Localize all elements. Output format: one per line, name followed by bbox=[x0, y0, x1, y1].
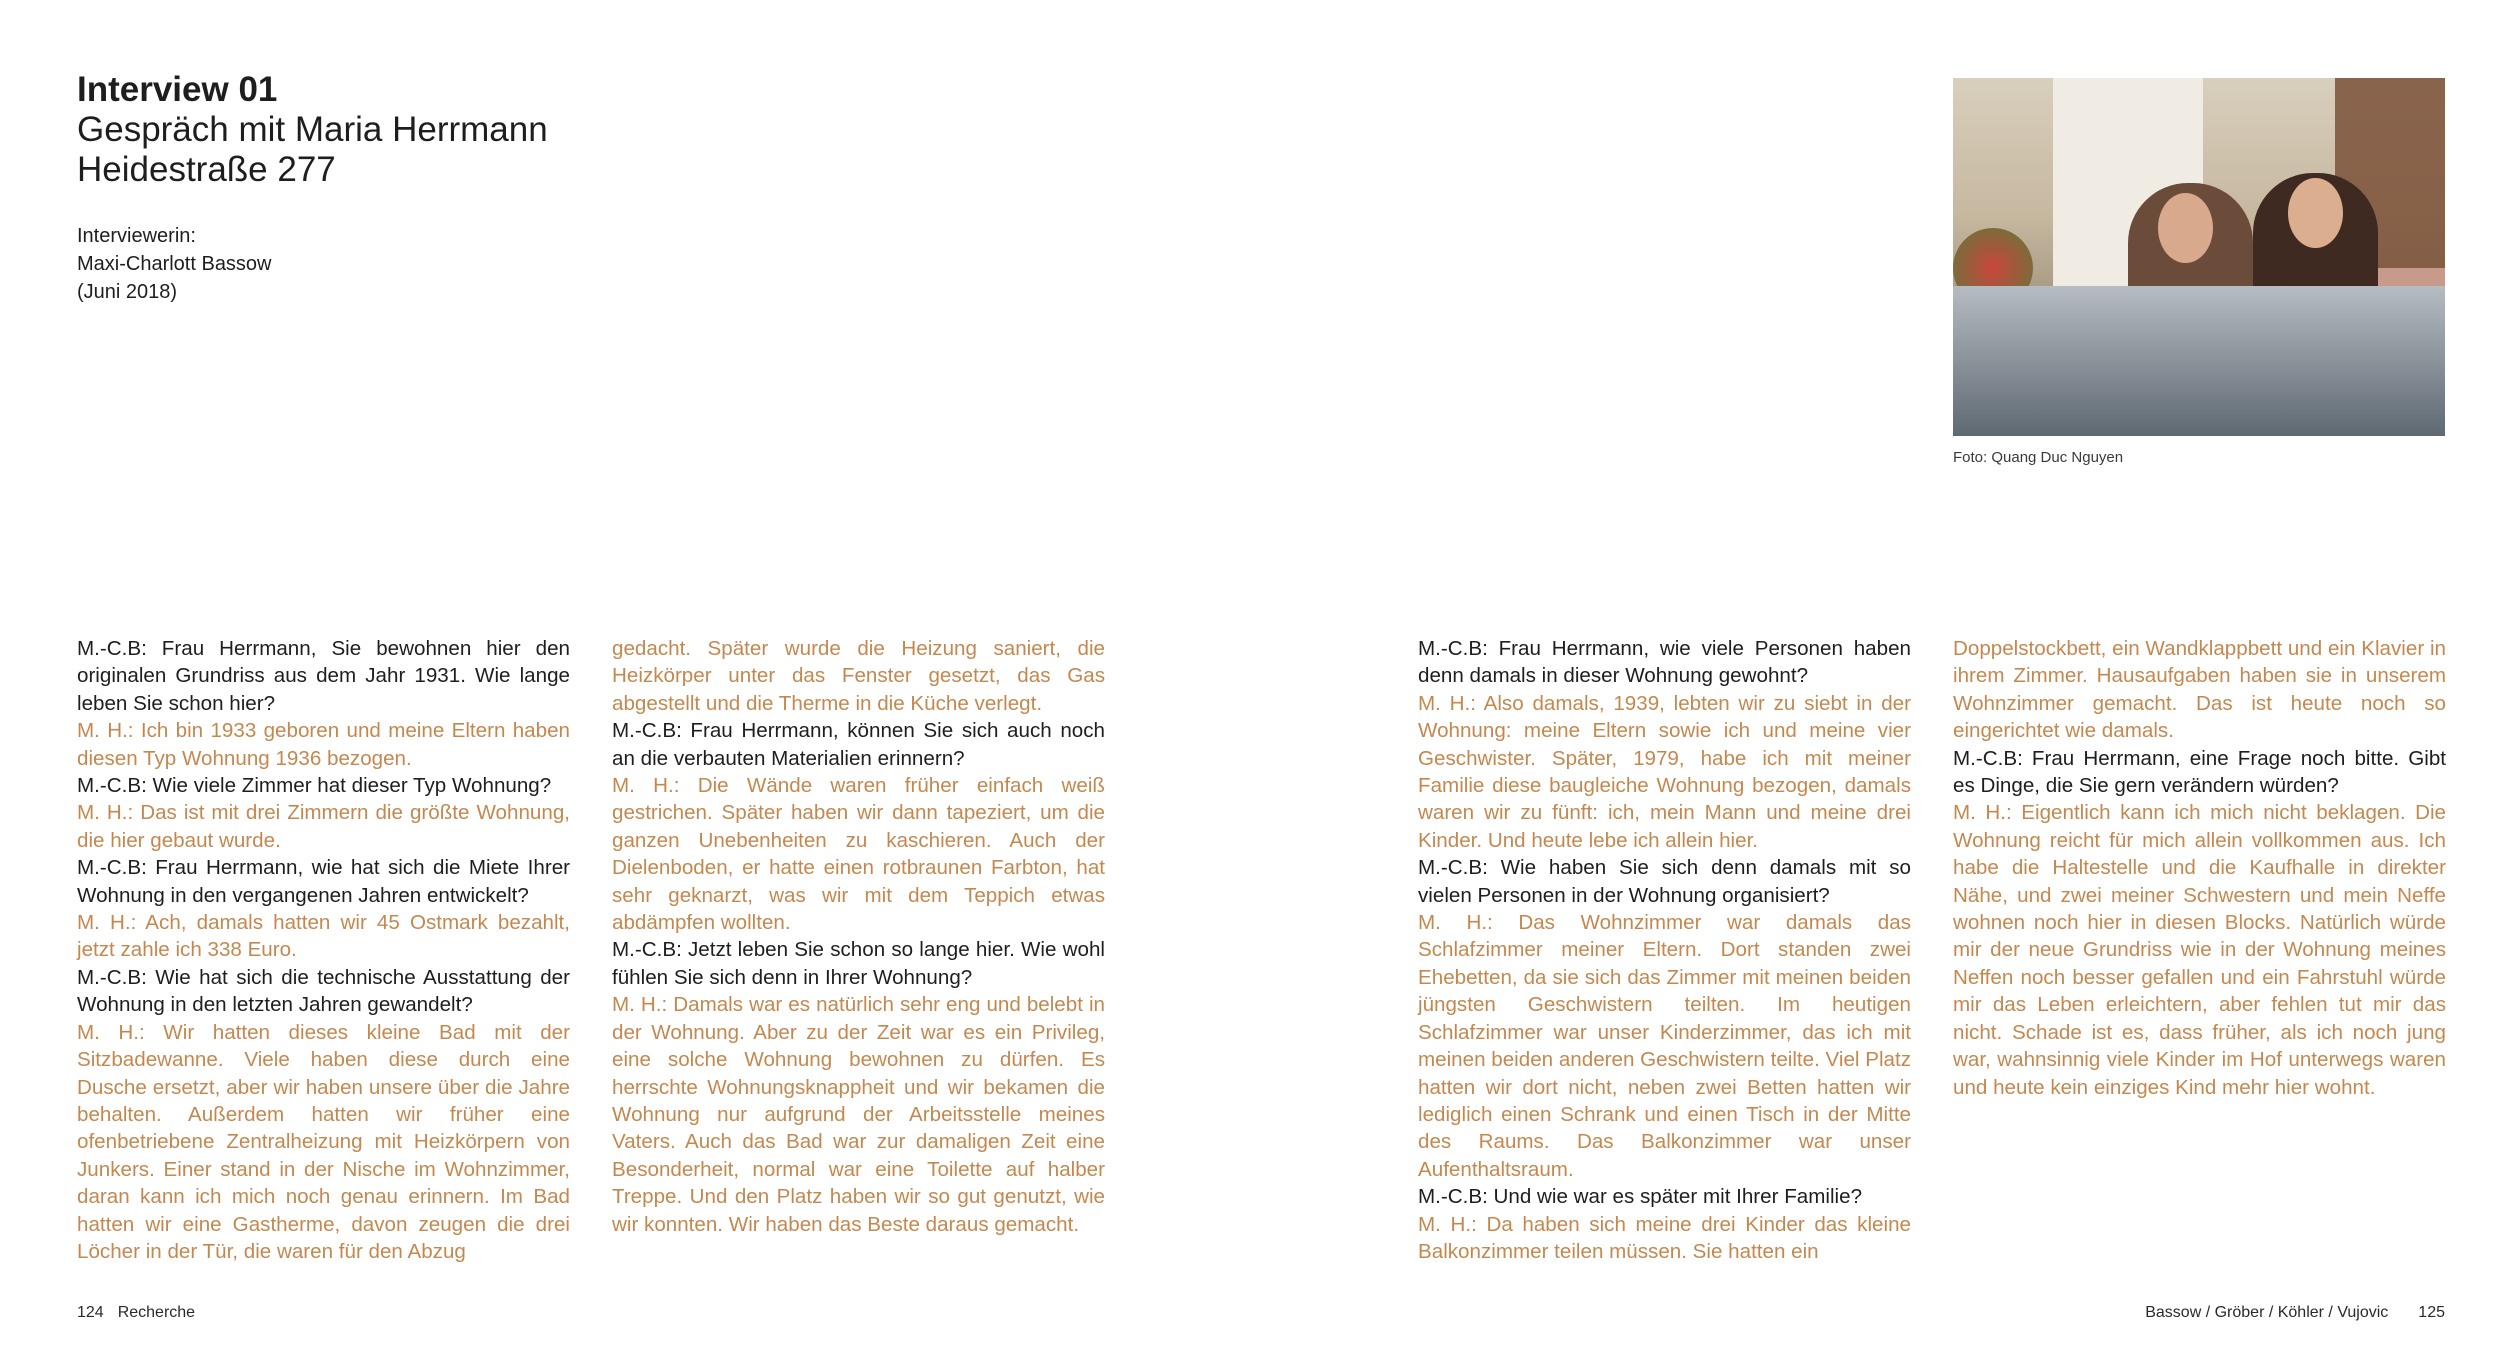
photo-face-right bbox=[2288, 178, 2343, 248]
interview-answer: M. H.: Eigentlich kann ich mich nicht beklagen. Die Wohnung reicht für mich allein vollkommen aus. Ich habe die Haltestelle und die Kaufhalle in direkter Nähe, und zwei meiner Schwestern und mein Neffe wohnen noch hier in diesen Blocks. Natürlich würde mir der neue Grundriss wie in der Wohnung meines Neffen noch besser gefallen und ein Fahrstuhl würde mir das Leben erleichtern, aber fehlen tut mir das nicht. Schade ist es, dass früher, als ich noch jung war, wahnsinnig viele Kinder im Hof unterwegs waren und heute kein einziges Kind mehr hier wohnt. bbox=[1953, 801, 2446, 1099]
interview-answer: M. H.: Also damals, 1939, lebten wir zu siebt in der Wohnung: meine Eltern sowie ich und meine vier Geschwister. Später, 1979, habe ich mit meiner Familie diese baugleiche Wohnung bezogen, damals waren wir zu fünft: ich, mein Mann und meine drei Kinder. Und heute lebe ich allein hier. bbox=[1418, 691, 1911, 852]
title-block bbox=[77, 70, 777, 190]
interview-question: M.-C.B: Wie hat sich die technische Ausstattung der Wohnung in den letzten Jahren gewandelt? bbox=[77, 965, 570, 1017]
interview-answer: M. H.: Wir hatten dieses kleine Bad mit der Sitzbadewanne. Viele haben diese durch eine Dusche ersetzt, aber wir haben unsere über die Jahre behalten. Außerdem hatten wir früher eine ofenbetriebene Zentralheizung mit Heizkörpern von Junkers. Einer stand in der Nische im Wohnzimmer, daran kann ich mich noch genau erinnern. Im Bad hatten wir eine Gastherme, davon zeugen die drei Löcher in der Tür, die waren für den Abzug bbox=[77, 1020, 570, 1263]
interview-question: M.-C.B: Frau Herrmann, Sie bewohnen hier den originalen Grundriss aus dem Jahr 1931. Wie lange leben Sie schon hier? bbox=[77, 637, 570, 715]
interview-answer: M. H.: Das Wohnzimmer war damals das Schlafzimmer meiner Eltern. Dort standen zwei Ehebetten, da sie sich das Zimmer mit meinen beiden jüngsten Geschwistern teilten. Im heutigen Schlafzimmer war unser Kinderzimmer, das ich mit meinen beiden anderen Geschwistern teilte. Viel Platz hatten wir dort nicht, neben zwei Betten hatten wir lediglich einen Schrank und einen Tisch in der Mitte des Raums. Das Balkonzimmer war unser Aufenthaltsraum. bbox=[1418, 911, 1912, 1181]
interview-question: M.-C.B: Frau Herrmann, eine Frage noch bitte. Gibt es Dinge, die Sie gern verändern würden? bbox=[1953, 746, 2446, 798]
interview-answer: gedacht. Später wurde die Heizung saniert, die Heizkörper unter das Fenster gesetzt, das Gas abgestellt und die Therme in die Küche verlegt. bbox=[612, 637, 1105, 715]
interview-subtitle-address: Heidestraße 277 bbox=[77, 150, 336, 189]
interview-question: M.-C.B: Frau Herrmann, können Sie sich auch noch an die verbauten Materialien erinnern? bbox=[612, 719, 1105, 770]
page-number-left: 124 bbox=[77, 1304, 104, 1321]
interview-question: M.-C.B: Wie viele Zimmer hat dieser Typ Wohnung? bbox=[77, 774, 552, 798]
interview-answer: M. H.: Ach, damals hatten wir 45 Ostmark bezahlt, jetzt zahle ich 338 Euro. bbox=[77, 911, 570, 962]
text-column-2 bbox=[612, 635, 1105, 1238]
page-number-right: 125 bbox=[2418, 1304, 2445, 1321]
meta-label: Interviewerin: bbox=[77, 225, 196, 247]
interview-heading: Interview 01 bbox=[77, 70, 278, 109]
photo-table bbox=[1953, 286, 2445, 436]
text-column-3 bbox=[1418, 635, 1911, 1265]
interview-subtitle-name: Gespräch mit Maria Herrmann bbox=[77, 110, 548, 149]
interview-answer: M. H.: Damals war es natürlich sehr eng und belebt in der Wohnung. Aber zu der Zeit war es ein Privileg, eine solche Wohnung bewohnen zu dürfen. Es herrschte Wohnungsknappheit und wir bekamen die Wohnung nur aufgrund der Arbeitsstelle meines Vaters. Auch das Bad war zur damaligen Zeit eine Besonderheit, normal war eine Toilette auf halber Treppe. Und den Platz haben wir so gut genutzt, wie wir konnten. Wir haben das Beste daraus gemacht. bbox=[612, 993, 1105, 1236]
photo-caption: Foto: Quang Duc Nguyen bbox=[1953, 449, 2124, 466]
interview-answer: M. H.: Das ist mit drei Zimmern die größte Wohnung, die hier gebaut wurde. bbox=[77, 801, 570, 852]
text-column-1 bbox=[77, 635, 570, 1265]
footer-right bbox=[2145, 1304, 2445, 1322]
interview-question: M.-C.B: Frau Herrmann, wie viele Personen haben denn damals in dieser Wohnung gewohnt? bbox=[1418, 637, 1911, 688]
section-label: Recherche bbox=[117, 1304, 196, 1321]
interview-meta bbox=[77, 222, 272, 306]
interview-question: M.-C.B: Und wie war es später mit Ihrer Familie? bbox=[1418, 1185, 1863, 1209]
interview-answer: M. H.: Die Wände waren früher einfach weiß gestrichen. Später haben wir dann tapeziert, um die ganzen Unebenheiten zu kaschieren. Auch der Dielenboden, er hatte einen rotbraunen Farbton, hat sehr geknarzt, was wir mit dem Teppich etwas abdämpfen wollten. bbox=[612, 774, 1105, 935]
meta-date: (Juni 2018) bbox=[77, 281, 178, 303]
interview-question: M.-C.B: Frau Herrmann, wie hat sich die Miete Ihrer Wohnung in den vergangenen Jahren entwickelt? bbox=[77, 856, 570, 907]
interview-answer: Doppelstockbett, ein Wandklappbett und ein Klavier in ihrem Zimmer. Hausaufgaben haben sie in unserem Wohnzimmer gemacht. Das ist heute noch so eingerichtet wie damals. bbox=[1953, 637, 2446, 743]
authors-label: Bassow / Gröber / Köhler / Vujovic bbox=[2145, 1304, 2389, 1321]
meta-interviewer: Maxi-Charlott Bassow bbox=[77, 253, 272, 275]
footer-left bbox=[77, 1304, 195, 1322]
interview-answer: M. H.: Da haben sich meine drei Kinder das kleine Balkonzimmer teilen müssen. Sie hatten ein bbox=[1418, 1212, 1911, 1263]
interview-question: M.-C.B: Jetzt leben Sie schon so lange hier. Wie wohl fühlen Sie sich denn in Ihrer Wohnung? bbox=[612, 938, 1105, 989]
text-column-4 bbox=[1953, 635, 2446, 1101]
interview-question: M.-C.B: Wie haben Sie sich denn damals mit so vielen Personen in der Wohnung organisiert? bbox=[1418, 856, 1911, 907]
interview-answer: M. H.: Ich bin 1933 geboren und meine Eltern haben diesen Typ Wohnung 1936 bezogen. bbox=[77, 719, 570, 770]
interview-photo bbox=[1953, 78, 2445, 436]
photo-face-left bbox=[2158, 193, 2213, 263]
